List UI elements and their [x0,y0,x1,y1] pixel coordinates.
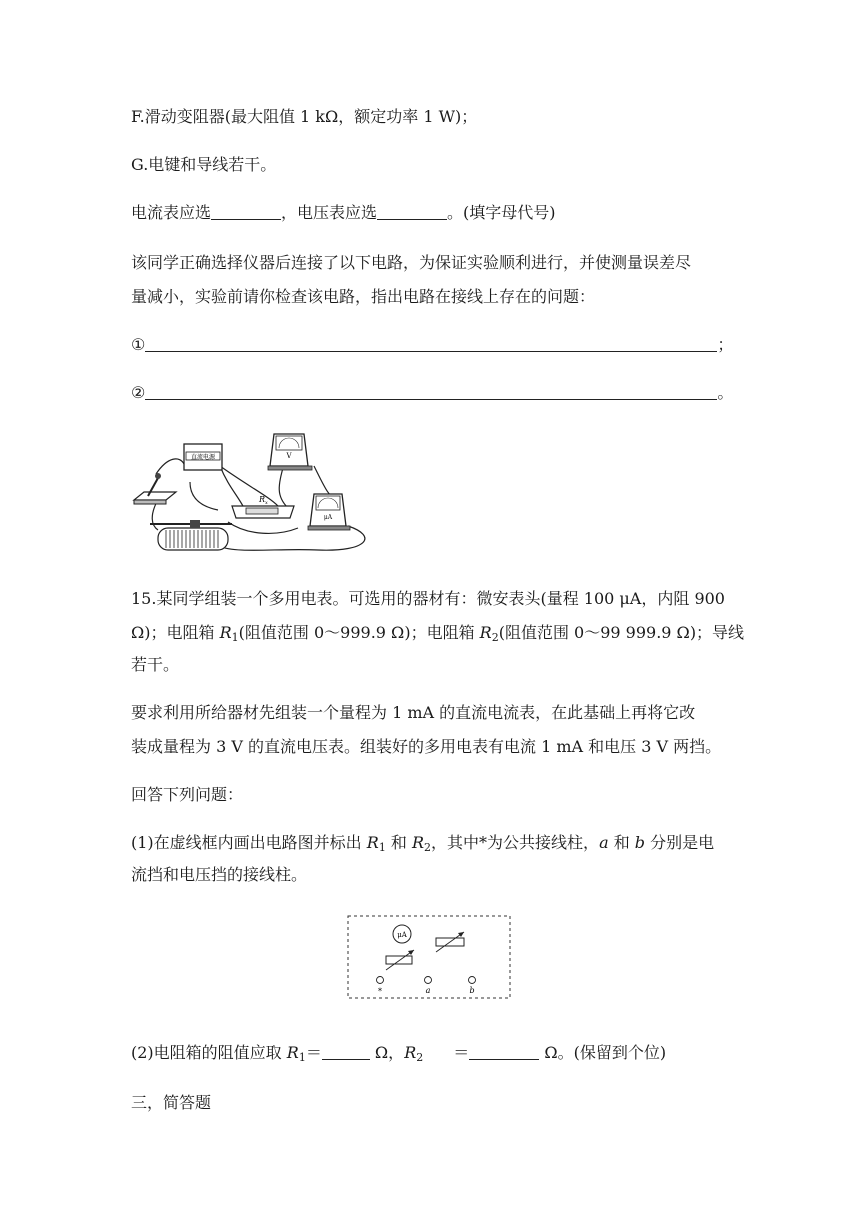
check-line-2: 量减小，实验前请你检查该电路，指出电路在接线上存在的问题： [131,287,596,306]
q15-part2: (2)电阻箱的阻值应取 $R_1= \Omega$，$R_2 = \Omega$。(保留到个位) [131,1043,667,1064]
resistor-box-1 [386,956,412,964]
q15-intro-1: 15.某同学组装一个多用电表。可选用的器材有：微安表头(量程 100 μA，内阻 900 [131,589,725,608]
rheostat [158,528,228,550]
ammeter-blank[interactable] [211,203,281,220]
power-supply-label: 直流电源 [190,454,216,461]
option-G: G.电键和导线若干。 [131,155,277,174]
ammeter-label: μA [323,514,333,521]
terminal-a-label: a [425,986,431,995]
select-line: 电流表应选 ，电压表应选 。(填字母代号) [131,203,556,222]
q15-intro-3: 若干。 [131,655,180,674]
switch [134,492,176,500]
voltmeter-blank[interactable] [377,203,447,220]
r2-blank[interactable] [469,1043,539,1060]
resistor-sub-label: x [265,500,268,506]
resistor-label: R [259,495,266,504]
answer-line-1: ① ； [131,335,734,354]
terminal-a [425,977,432,984]
answer-blank-1[interactable] [145,335,717,352]
q15-part1-line2: 流挡和电压挡的接线柱。 [131,865,308,884]
voltmeter-label: V [286,452,292,460]
terminal-b [469,977,476,984]
terminal-common-label: * [378,987,382,996]
terminal-b-label: b [469,986,475,995]
check-line-1: 该同学正确选择仪器后连接了以下电路，为保证实验顺利进行，并使测量误差尽 [131,253,692,272]
q15-part1-line1: (1)在虚线框内画出电路图并标出 $R_1$ 和 $R_2$，其中*为公共接线柱，a 和 b 分别是电 [131,833,715,854]
q15-req-2: 装成量程为 3 V 的直流电压表。组装好的多用电表有电流 1 mA 和电压 3 V 两挡。 [131,737,722,756]
q15-req-1: 要求利用所给器材先组装一个量程为 1 mA 的直流电流表，在此基础上再将它改 [131,703,696,722]
section-heading: 三，简答题 [131,1093,212,1112]
q15-answer-prompt: 回答下列问题： [131,785,244,804]
circuit-figure [128,426,378,564]
terminal-common [377,977,384,984]
option-F: F.滑动变阻器(最大阻值 1 kΩ，额定功率 1 W)； [131,107,478,126]
r1-blank[interactable] [322,1043,370,1060]
circuit-drawing-box[interactable] [346,914,514,1000]
answer-blank-2[interactable] [145,383,717,400]
q15-intro-2: Ω)；电阻箱 $R_1$(阻值范围 0～999.9 Ω)；电阻箱 $R_2$(阻值范围 0～99 999.9 Ω)；导线 [131,623,745,644]
microammeter-label: μA [397,931,407,939]
answer-line-2: ② 。 [131,383,734,402]
